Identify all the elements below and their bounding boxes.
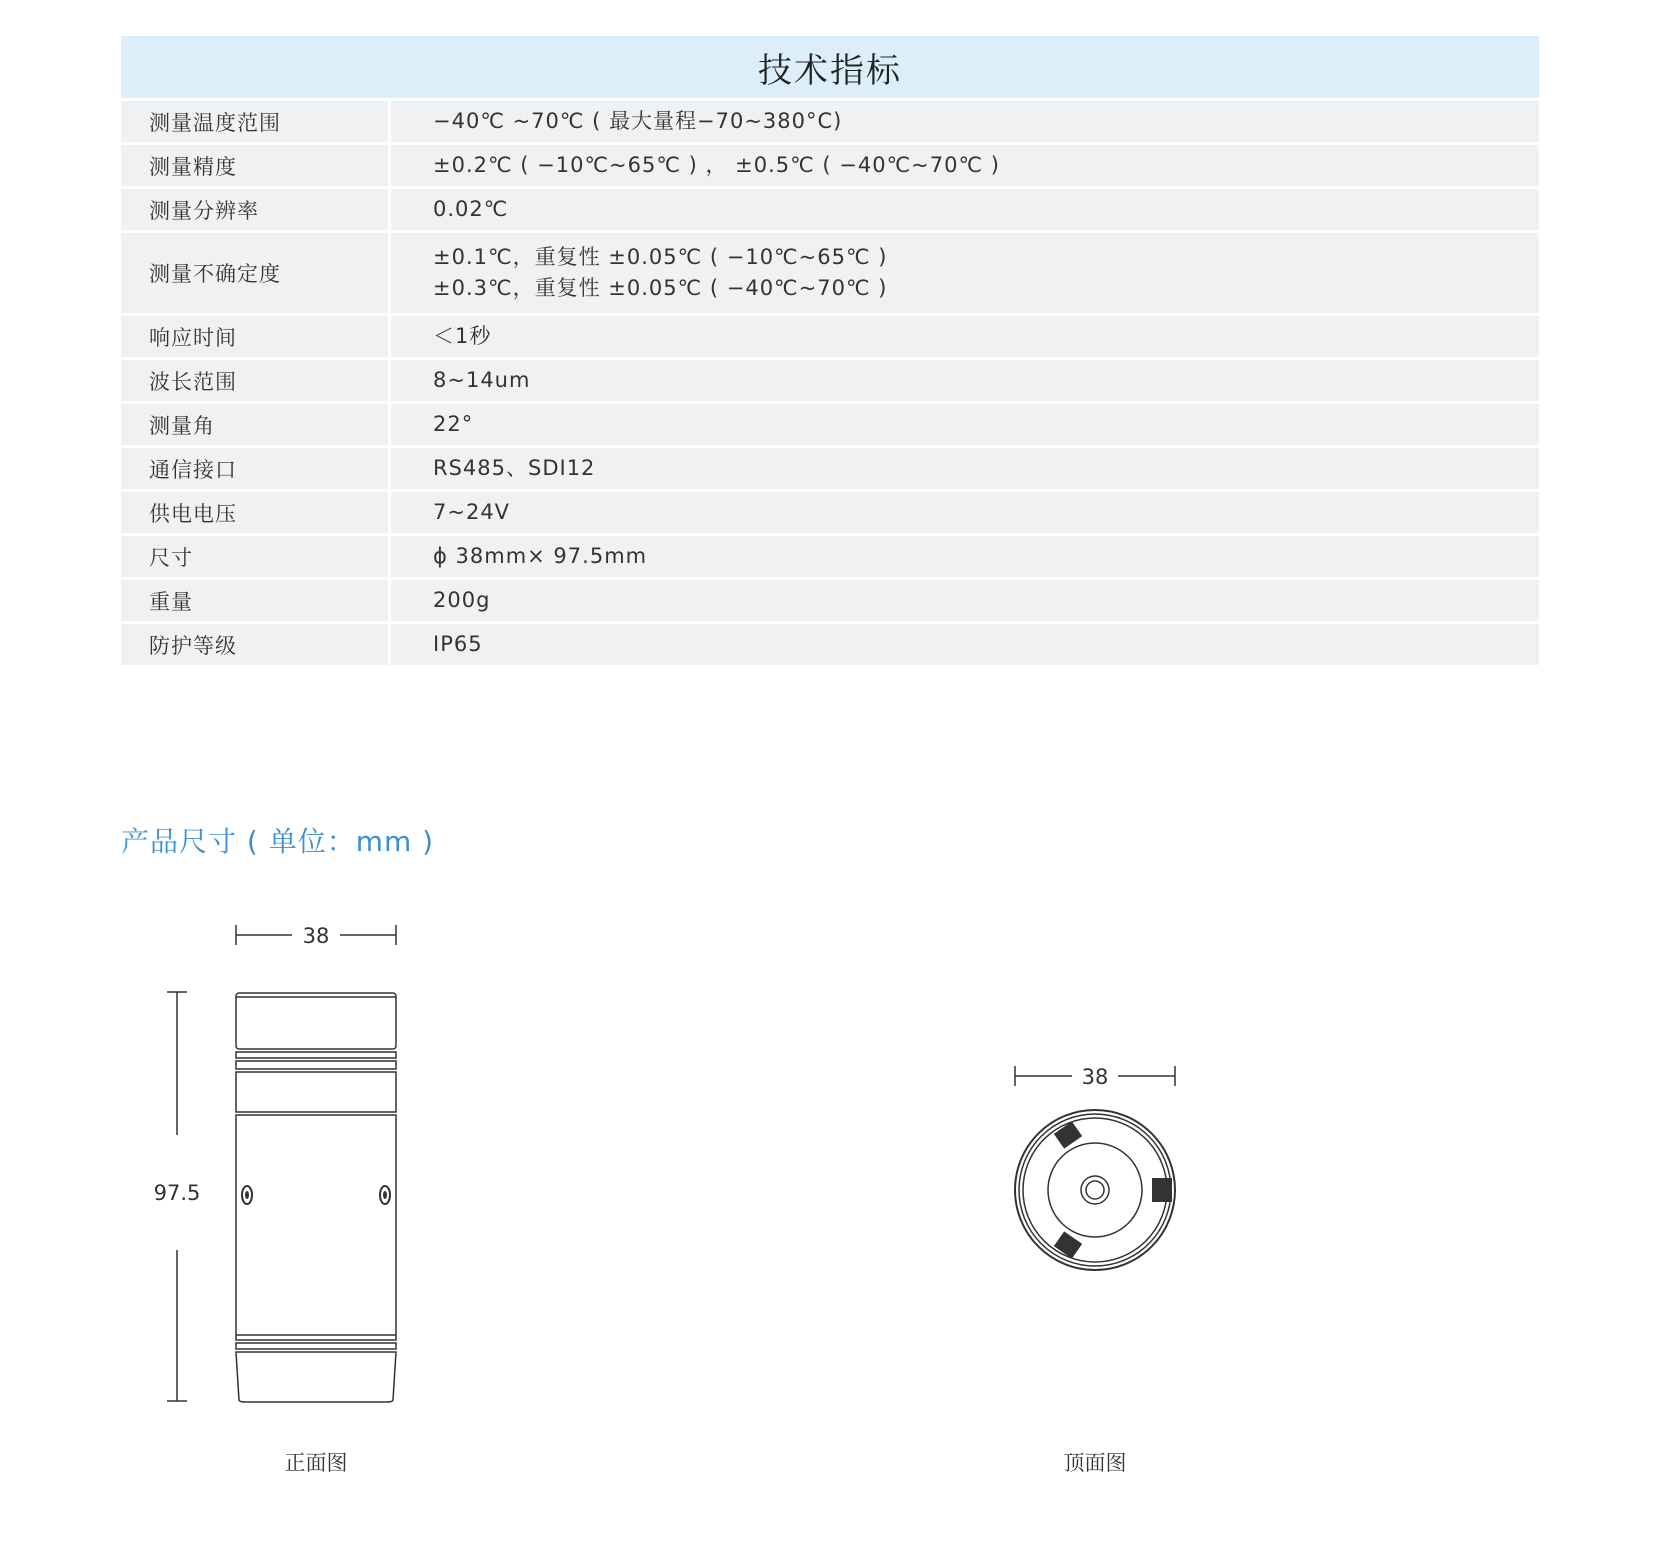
spec-value: 200g [433, 588, 491, 612]
spec-table-title: 技术指标 [121, 36, 1539, 98]
spec-row [121, 101, 1539, 142]
spec-row [121, 404, 1539, 445]
top-view-caption: 顶面图 [1063, 1451, 1127, 1475]
spec-label: 响应时间 [121, 316, 391, 357]
spec-value: 0.02℃ [433, 197, 509, 221]
spec-row [121, 233, 1539, 313]
spec-value: ＜1秒 [433, 324, 492, 348]
spec-label: 测量温度范围 [121, 101, 391, 142]
spec-value: ±0.1℃，重复性 ±0.05℃ ( −10℃~65℃ ) ±0.3℃，重复性 ±0.05℃ ( −40℃~70℃ ) [433, 245, 888, 300]
front-width-label: 38 [302, 924, 330, 948]
spec-value: 22° [433, 412, 474, 436]
spec-label: 波长范围 [121, 360, 391, 401]
spec-label: 防护等级 [121, 624, 391, 665]
spec-value: RS485、SDI12 [433, 456, 596, 480]
spec-table [121, 36, 1539, 665]
spec-value: 7~24V [433, 500, 511, 524]
spec-row [121, 316, 1539, 357]
dimensions-title: 产品尺寸 ( 单位：mm ) [121, 825, 435, 858]
spec-row [121, 145, 1539, 186]
spec-label: 供电电压 [121, 492, 391, 533]
spec-label: 测量不确定度 [121, 233, 391, 313]
spec-label: 尺寸 [121, 536, 391, 577]
front-view-drawing [140, 915, 420, 1415]
spec-value: ϕ 38mm× 97.5mm [433, 544, 648, 568]
spec-value: −40℃ ~70℃ ( 最大量程−70~380°C) [433, 109, 843, 133]
spec-label: 测量精度 [121, 145, 391, 186]
spec-row [121, 189, 1539, 230]
spec-row [121, 624, 1539, 665]
spec-label: 测量角 [121, 404, 391, 445]
top-view-drawing [1000, 1050, 1200, 1280]
spec-row [121, 360, 1539, 401]
spec-row [121, 536, 1539, 577]
front-view-caption: 正面图 [284, 1451, 348, 1475]
spec-row [121, 448, 1539, 489]
top-width-label: 38 [1081, 1065, 1109, 1089]
spec-value: 8~14um [433, 368, 531, 392]
spec-label: 重量 [121, 580, 391, 621]
spec-label: 通信接口 [121, 448, 391, 489]
spec-label: 测量分辨率 [121, 189, 391, 230]
spec-value: ±0.2℃ ( −10℃~65℃ ) ， ±0.5℃ ( −40℃~70℃ ) [433, 153, 1000, 177]
spec-row [121, 580, 1539, 621]
spec-value: IP65 [433, 632, 483, 656]
front-height-label: 97.5 [153, 1181, 201, 1205]
spec-row [121, 492, 1539, 533]
